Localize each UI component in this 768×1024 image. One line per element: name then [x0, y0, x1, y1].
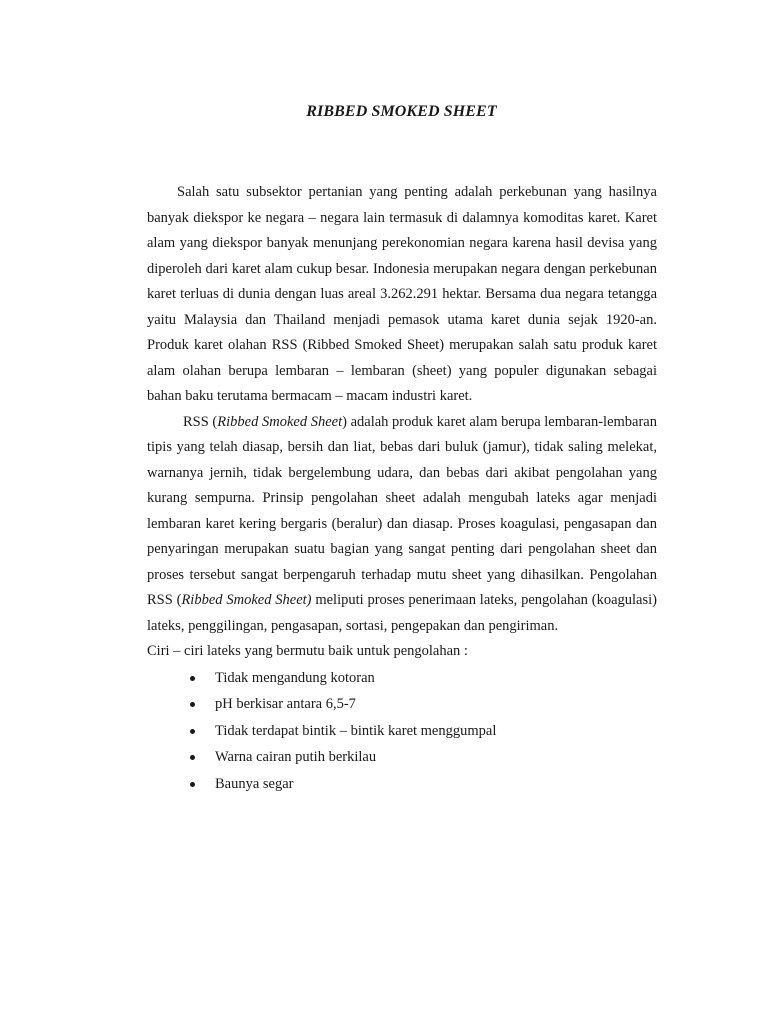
document-title: RIBBED SMOKED SHEET: [306, 103, 497, 120]
bullet-icon: [190, 702, 195, 707]
criteria-list: [147, 665, 657, 798]
list-item: [147, 771, 657, 798]
list-intro: Ciri – ciri lateks yang bermutu baik untuk pengolahan :: [147, 643, 468, 659]
paragraph-rss-text-2: ) adalah produk karet alam berupa lembaran-lembaran tipis yang telah diasap, bersih dan liat, bebas dari buluk (jamur), tidak saling melekat, warnanya jernih, tidak bergelembung udara, dan bebas dari akibat pengolahan yang kurang sempurna. Prinsip pengolahan sheet adalah mengubah lateks agar menjadi lembaran karet kering bergaris (beralur) dan diasap. Proses koagulasi, pengasapan dan penyaringan merupakan suatu bagian yang sangat penting dari pengolahan sheet dan proses tersebut sangat berpengaruh terhadap mutu sheet yang dihasilkan. Pengolahan RSS (: [147, 413, 657, 608]
list-item-text: pH berkisar antara 6,5-7: [215, 696, 356, 712]
paragraph-rss-italic-1: Ribbed Smoked Sheet: [217, 413, 343, 430]
list-item: [147, 718, 657, 745]
list-item-text: Tidak terdapat bintik – bintik karet menggumpal: [215, 722, 497, 739]
list-item: [147, 744, 657, 771]
bullet-icon: [190, 676, 195, 681]
paragraph-rss-text-1: RSS (: [183, 413, 218, 430]
bullet-icon: [190, 782, 195, 787]
paragraph-intro: Salah satu subsektor pertanian yang penting adalah perkebunan yang hasilnya banyak diekspor ke negara – negara lain termasuk di dalamnya komoditas karet. Karet alam yang diekspor banyak menunjang perekonomian negara karena hasil devisa yang diperoleh dari karet alam cukup besar. Indonesia merupakan negara dengan perkebunan karet terluas di dunia dengan luas areal 3.262.291 hektar. Bersama dua negara tetangga yaitu Malaysia dan Thailand menjadi pemasok utama karet dunia sejak 1920-an. Produk karet olahan RSS (Ribbed Smoked Sheet) merupakan salah satu produk karet alam olahan berupa lembaran – lembaran (sheet) yang populer digunakan sebagai bahan baku terutama bermacam – macam industri karet.: [147, 184, 657, 404]
list-item: [147, 691, 657, 718]
paragraph-rss-italic-2: Ribbed Smoked Sheet): [181, 592, 312, 608]
list-item-text: Tidak mengandung kotoran: [215, 669, 375, 686]
document-body: [147, 180, 657, 797]
bullet-icon: [190, 755, 195, 760]
list-item: [147, 665, 657, 692]
list-item-text: Warna cairan putih berkilau: [215, 749, 377, 765]
list-item-text: Baunya segar: [215, 775, 294, 792]
bullet-icon: [190, 729, 195, 734]
paragraph-rss-definition: [147, 410, 657, 640]
paragraph-rss-text-3: meliputi proses penerimaan lateks, pengolahan (koagulasi) lateks, penggilingan, pengasapan, sortasi, pengepakan dan pengiriman.: [147, 592, 657, 634]
